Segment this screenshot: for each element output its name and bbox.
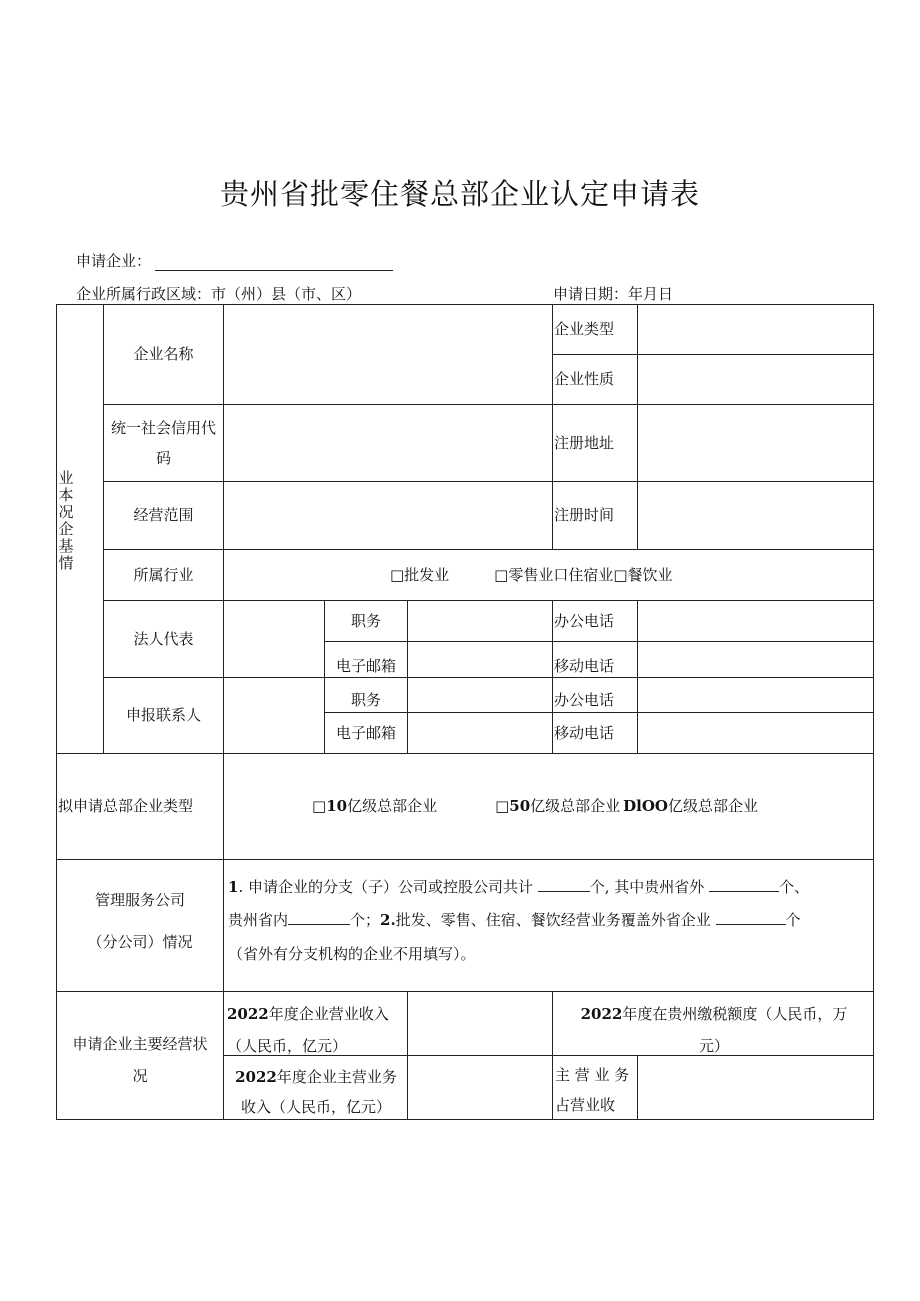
input-legal-office-phone[interactable] xyxy=(638,601,873,641)
label-company-nature: 企业性质 xyxy=(554,370,615,389)
text: 占营业收 xyxy=(555,1096,616,1114)
input-contact-email[interactable] xyxy=(408,713,552,753)
label-management-line1: 管理服务公司 xyxy=(94,890,185,909)
label-contact: 申报联系人 xyxy=(125,706,201,725)
label-hq-type: 拟申请总部企业类型 xyxy=(58,797,194,816)
label-legal-office-phone: 办公电话 xyxy=(554,611,615,630)
label-contact-office-phone: 办公电话 xyxy=(554,690,615,709)
year: 2022 xyxy=(580,1005,623,1023)
hq-option-10-label: 亿级总部企业 xyxy=(347,797,438,816)
vertical-char: 企 xyxy=(58,520,74,538)
blank-outside-province[interactable] xyxy=(709,877,779,892)
label-business-scope: 经营范围 xyxy=(133,506,194,525)
vertical-char: 本 xyxy=(58,486,74,504)
input-reg-time[interactable] xyxy=(638,482,873,549)
input-legal-mobile[interactable] xyxy=(638,642,873,677)
item-number: 1 xyxy=(228,878,239,896)
hq-option-50-amount: 50 xyxy=(509,797,531,816)
vertical-char: 况 xyxy=(58,503,74,521)
applicant-blank[interactable] xyxy=(155,254,393,271)
label-contact-email: 电子邮箱 xyxy=(335,723,396,742)
text: 个 xyxy=(785,911,801,929)
label-legal-email: 电子邮箱 xyxy=(335,656,396,675)
input-legal-position[interactable] xyxy=(408,601,552,641)
label-operations-line1: 申请企业主要经营状 xyxy=(72,1034,208,1053)
hq-option-100-label: 亿级总部企业 xyxy=(668,797,759,816)
hq-option-50-label: 亿级总部企业 xyxy=(530,797,621,816)
management-paragraph-line3: （省外有分支机构的企业不用填写）。 xyxy=(228,945,476,963)
label-management-line2: （分公司）情况 xyxy=(87,932,193,951)
text: 贵州省内 xyxy=(228,911,289,929)
vertical-char: 基 xyxy=(58,537,74,555)
text: 元） xyxy=(698,1037,729,1055)
text: 主 营 业 务 xyxy=(555,1066,630,1084)
input-company-type[interactable] xyxy=(638,305,873,354)
input-revenue[interactable] xyxy=(408,992,552,1055)
text: 个； xyxy=(350,911,381,929)
management-paragraph-line1 xyxy=(228,869,809,905)
input-contact-mobile[interactable] xyxy=(638,713,873,753)
blank-inside-province[interactable] xyxy=(288,910,350,925)
hq-option-10-amount: 10 xyxy=(326,797,348,816)
document-title: 贵州省批零住餐总部企业认定申请表 xyxy=(219,177,700,211)
text: 年度在贵州缴税额度（人民币，万 xyxy=(622,1005,848,1023)
label-legal-position: 职务 xyxy=(350,611,381,630)
hq-option-10-checkbox[interactable]: □ xyxy=(312,797,327,816)
label-operations-line2: 况 xyxy=(132,1066,148,1085)
section-label-basic-info xyxy=(57,470,75,572)
label-main-revenue xyxy=(226,1062,406,1122)
label-revenue xyxy=(227,998,389,1062)
label-reg-address: 注册地址 xyxy=(554,433,615,452)
applicant-line xyxy=(76,250,393,271)
text: 年度企业营业收入 xyxy=(268,1005,389,1023)
text: 批发、零售、住宿、餐饮经营业务覆盖外省企业 xyxy=(395,911,711,929)
text: 年度企业主营业务 xyxy=(276,1068,397,1086)
text: 个、 xyxy=(779,878,810,896)
vertical-char: 情 xyxy=(58,554,74,572)
text: （人民币，亿元） xyxy=(227,1037,348,1055)
input-company-nature[interactable] xyxy=(638,355,873,404)
vertical-char: 业 xyxy=(58,469,74,487)
text: 个, 其中贵州省外 xyxy=(589,878,705,896)
label-company-type: 企业类型 xyxy=(554,320,615,339)
label-legal-rep: 法人代表 xyxy=(133,629,194,648)
label-legal-mobile: 移动电话 xyxy=(554,656,615,675)
input-main-revenue-ratio[interactable] xyxy=(638,1056,873,1119)
input-legal-rep-name[interactable] xyxy=(224,601,324,677)
text: 收入（人民币，亿元） xyxy=(240,1098,391,1116)
label-tax-amount xyxy=(558,998,870,1062)
item-number: 2. xyxy=(380,911,396,929)
input-reg-address[interactable] xyxy=(638,405,873,481)
input-contact-position[interactable] xyxy=(408,678,552,712)
blank-other-province-coverage[interactable] xyxy=(716,910,786,925)
input-company-name[interactable] xyxy=(224,305,552,404)
hq-option-100-amount[interactable]: DlOO xyxy=(623,797,668,816)
input-credit-code[interactable] xyxy=(224,405,552,481)
label-company-name: 企业名称 xyxy=(133,345,194,364)
management-paragraph-line2 xyxy=(228,902,801,938)
applicant-label: 申请企业： xyxy=(76,252,152,270)
input-contact-name[interactable] xyxy=(224,678,324,753)
text: . 申请企业的分支（子）公司或控股公司共计 xyxy=(238,878,533,896)
input-business-scope[interactable] xyxy=(224,482,552,549)
label-contact-position: 职务 xyxy=(350,690,381,709)
input-main-revenue[interactable] xyxy=(408,1056,552,1119)
label-industry: 所属行业 xyxy=(133,565,194,584)
hq-type-options[interactable] xyxy=(312,754,872,859)
label-reg-time: 注册时间 xyxy=(554,506,615,525)
industry-checkbox-options[interactable]: □批发业 □零售业口住宿业□餐饮业 xyxy=(390,565,673,584)
label-credit-code: 统一社会信用代码 xyxy=(110,419,216,467)
input-contact-office-phone[interactable] xyxy=(638,678,873,712)
blank-branch-total[interactable] xyxy=(538,877,590,892)
input-legal-email[interactable] xyxy=(408,642,552,677)
year: 2022 xyxy=(227,1005,269,1023)
year: 2022 xyxy=(235,1068,277,1086)
date-label: 申请日期：年月日 xyxy=(553,285,674,303)
label-contact-mobile: 移动电话 xyxy=(554,723,615,742)
hq-option-50-checkbox[interactable]: □ xyxy=(495,797,510,816)
label-main-revenue-ratio xyxy=(555,1060,629,1120)
region-label: 企业所属行政区域：市（州）县（市、区） xyxy=(76,285,362,303)
